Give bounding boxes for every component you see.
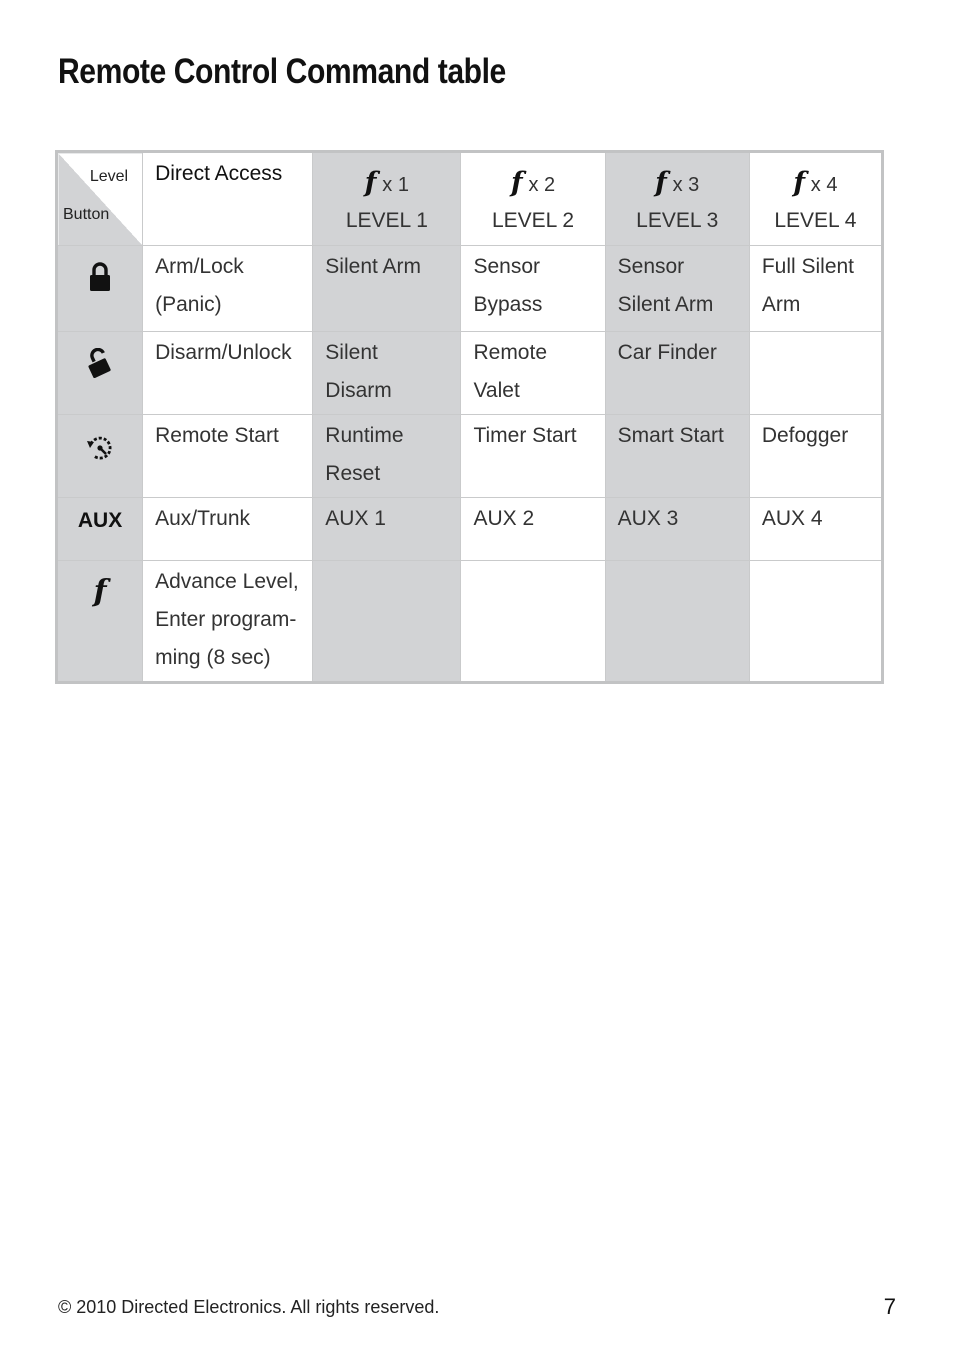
page-title: Remote Control Command table	[58, 52, 506, 91]
button-cell	[57, 498, 143, 561]
level-3-label: LEVEL 3	[636, 209, 719, 232]
copyright-footer: © 2010 Directed Electronics. All rights reserved.	[58, 1297, 440, 1317]
table-cell	[749, 561, 882, 683]
button-cell	[57, 332, 143, 415]
level-3-header	[605, 152, 749, 246]
function-icon: f	[793, 167, 805, 198]
table-cell: Timer Start	[461, 415, 605, 498]
direct-cell: Advance Level, Enter program-ming (8 sec)	[143, 561, 313, 683]
function-icon: f	[364, 167, 377, 198]
table-cell: Car Finder	[605, 332, 749, 415]
table-cell: Sensor Bypass	[461, 246, 605, 332]
table-cell	[605, 561, 749, 683]
direct-cell: Arm/Lock (Panic)	[143, 246, 313, 332]
table-cell: Silent Arm	[313, 246, 461, 332]
direct-cell: Disarm/Unlock	[143, 332, 313, 415]
direct-cell: Remote Start	[143, 415, 313, 498]
page-number: 7	[883, 1294, 896, 1319]
remote-start-icon	[86, 435, 114, 461]
level-2-header	[461, 152, 605, 246]
table-cell: AUX 2	[461, 498, 605, 561]
level-1-label: LEVEL 1	[345, 209, 428, 232]
table-cell: AUX 4	[749, 498, 882, 561]
level-axis-label: Level	[89, 168, 129, 185]
corner-header	[57, 152, 143, 246]
level-4-header	[749, 152, 882, 246]
table-row	[57, 498, 883, 561]
table-cell: Remote Valet	[461, 332, 605, 415]
lock-icon	[89, 262, 111, 292]
table-cell	[313, 561, 461, 683]
level-4-multiplier: x 4	[810, 174, 838, 196]
aux-icon: AUX	[77, 509, 123, 532]
direct-access-header: Direct Access	[143, 152, 313, 246]
level-3-multiplier: x 3	[672, 174, 700, 196]
table-row	[57, 246, 883, 332]
table-cell: Full Silent Arm	[749, 246, 882, 332]
function-icon: f	[655, 167, 667, 198]
button-cell	[57, 246, 143, 332]
unlock-icon	[87, 348, 113, 378]
button-cell	[57, 415, 143, 498]
table-row	[57, 415, 883, 498]
table-cell: Runtime Reset	[313, 415, 461, 498]
level-2-label: LEVEL 2	[491, 209, 575, 232]
table-row	[57, 332, 883, 415]
direct-cell: Aux/Trunk	[143, 498, 313, 561]
table-cell: AUX 1	[313, 498, 461, 561]
table-cell: Smart Start	[605, 415, 749, 498]
table-header-row	[57, 152, 883, 246]
level-1-header	[313, 152, 461, 246]
table-cell: AUX 3	[605, 498, 749, 561]
function-icon: f	[93, 574, 107, 609]
level-2-multiplier: x 2	[528, 174, 556, 196]
table-row	[57, 561, 883, 683]
level-4-label: LEVEL 4	[774, 209, 857, 232]
command-table	[55, 150, 884, 684]
table-cell: Defogger	[749, 415, 882, 498]
button-axis-label: Button	[63, 206, 110, 223]
button-cell	[57, 561, 143, 683]
table-cell: Silent Disarm	[313, 332, 461, 415]
table-cell	[749, 332, 882, 415]
function-icon: f	[510, 167, 523, 198]
table-cell	[461, 561, 605, 683]
table-cell: Sensor Silent Arm	[605, 246, 749, 332]
level-1-multiplier: x 1	[382, 174, 409, 196]
